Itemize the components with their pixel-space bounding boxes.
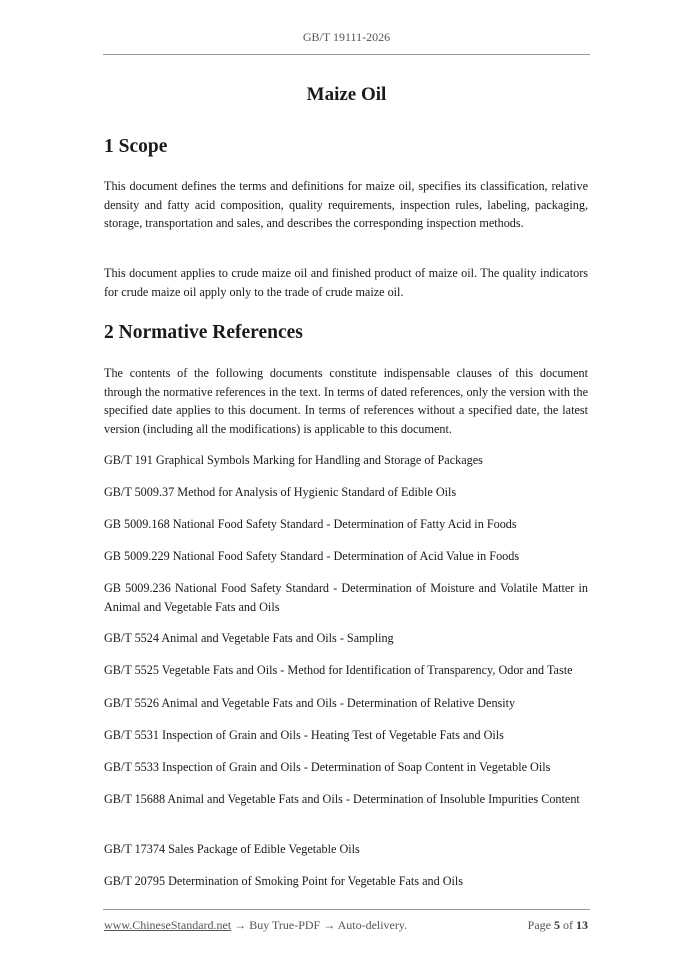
page-of: of	[563, 918, 573, 932]
reference-item: GB/T 5524 Animal and Vegetable Fats and Oils - Sampling	[104, 631, 394, 645]
footer-promo	[104, 918, 407, 933]
footer-divider	[103, 909, 590, 910]
reference-item: GB/T 15688 Animal and Vegetable Fats and Oils - Determination of Insoluble Impurities Content	[104, 792, 580, 806]
scope-paragraph: This document applies to crude maize oil and finished product of maize oil. The quality indicators for crude maize oil apply only to the trade of crude maize oil.	[104, 266, 588, 299]
reference-item: GB 5009.229 National Food Safety Standard - Determination of Acid Value in Foods	[104, 549, 520, 563]
footer-tagline: → Buy True-PDF → Auto-delivery.	[231, 918, 408, 932]
normative-intro-paragraph: The contents of the following documents constitute indispensable clauses of this document through the normative references in the text. In terms of dated references, only the version with the specified date applies to this document. In terms of references without a specified date, the latest version (including all the modifications) is applicable to this document.	[104, 366, 588, 436]
reference-item: GB/T 5525 Vegetable Fats and Oils - Method for Identification of Transparency, Odor and Taste	[104, 663, 573, 677]
reference-item: GB/T 20795 Determination of Smoking Point for Vegetable Fats and Oils	[104, 874, 464, 888]
header-divider	[103, 54, 590, 55]
section-heading-normative-references: 2 Normative References	[104, 322, 303, 343]
page-number	[528, 918, 588, 933]
footer-site-link[interactable]: www.ChineseStandard.net	[104, 918, 232, 932]
page-header: GB/T 19111-2026	[302, 30, 391, 44]
page-current: 5	[554, 918, 560, 932]
reference-item: GB 5009.236 National Food Safety Standard - Determination of Moisture and Volatile Matter in Animal and Vegetable Fats and Oils	[104, 581, 588, 614]
reference-item: GB/T 5526 Animal and Vegetable Fats and Oils - Determination of Relative Density	[104, 696, 516, 710]
reference-item: GB 5009.168 National Food Safety Standard - Determination of Fatty Acid in Foods	[104, 517, 517, 531]
page-total: 13	[576, 918, 588, 932]
reference-item: GB/T 5531 Inspection of Grain and Oils - Heating Test of Vegetable Fats and Oils	[104, 728, 504, 742]
scope-paragraph: This document defines the terms and definitions for maize oil, specifies its classification, relative density and fatty acid composition, quality requirements, inspection rules, labeling, packaging, storage, transportation and sales, and describes the corresponding inspection methods.	[104, 179, 588, 231]
reference-item: GB/T 191 Graphical Symbols Marking for Handling and Storage of Packages	[104, 453, 483, 467]
page-label: Page	[527, 918, 551, 932]
section-heading-scope: 1 Scope	[104, 136, 168, 157]
document-title: Maize Oil	[306, 84, 387, 105]
reference-item: GB/T 17374 Sales Package of Edible Vegetable Oils	[104, 842, 360, 856]
reference-item: GB/T 5009.37 Method for Analysis of Hygienic Standard of Edible Oils	[104, 485, 457, 499]
reference-item: GB/T 5533 Inspection of Grain and Oils - Determination of Soap Content in Vegetable Oils	[104, 760, 551, 774]
